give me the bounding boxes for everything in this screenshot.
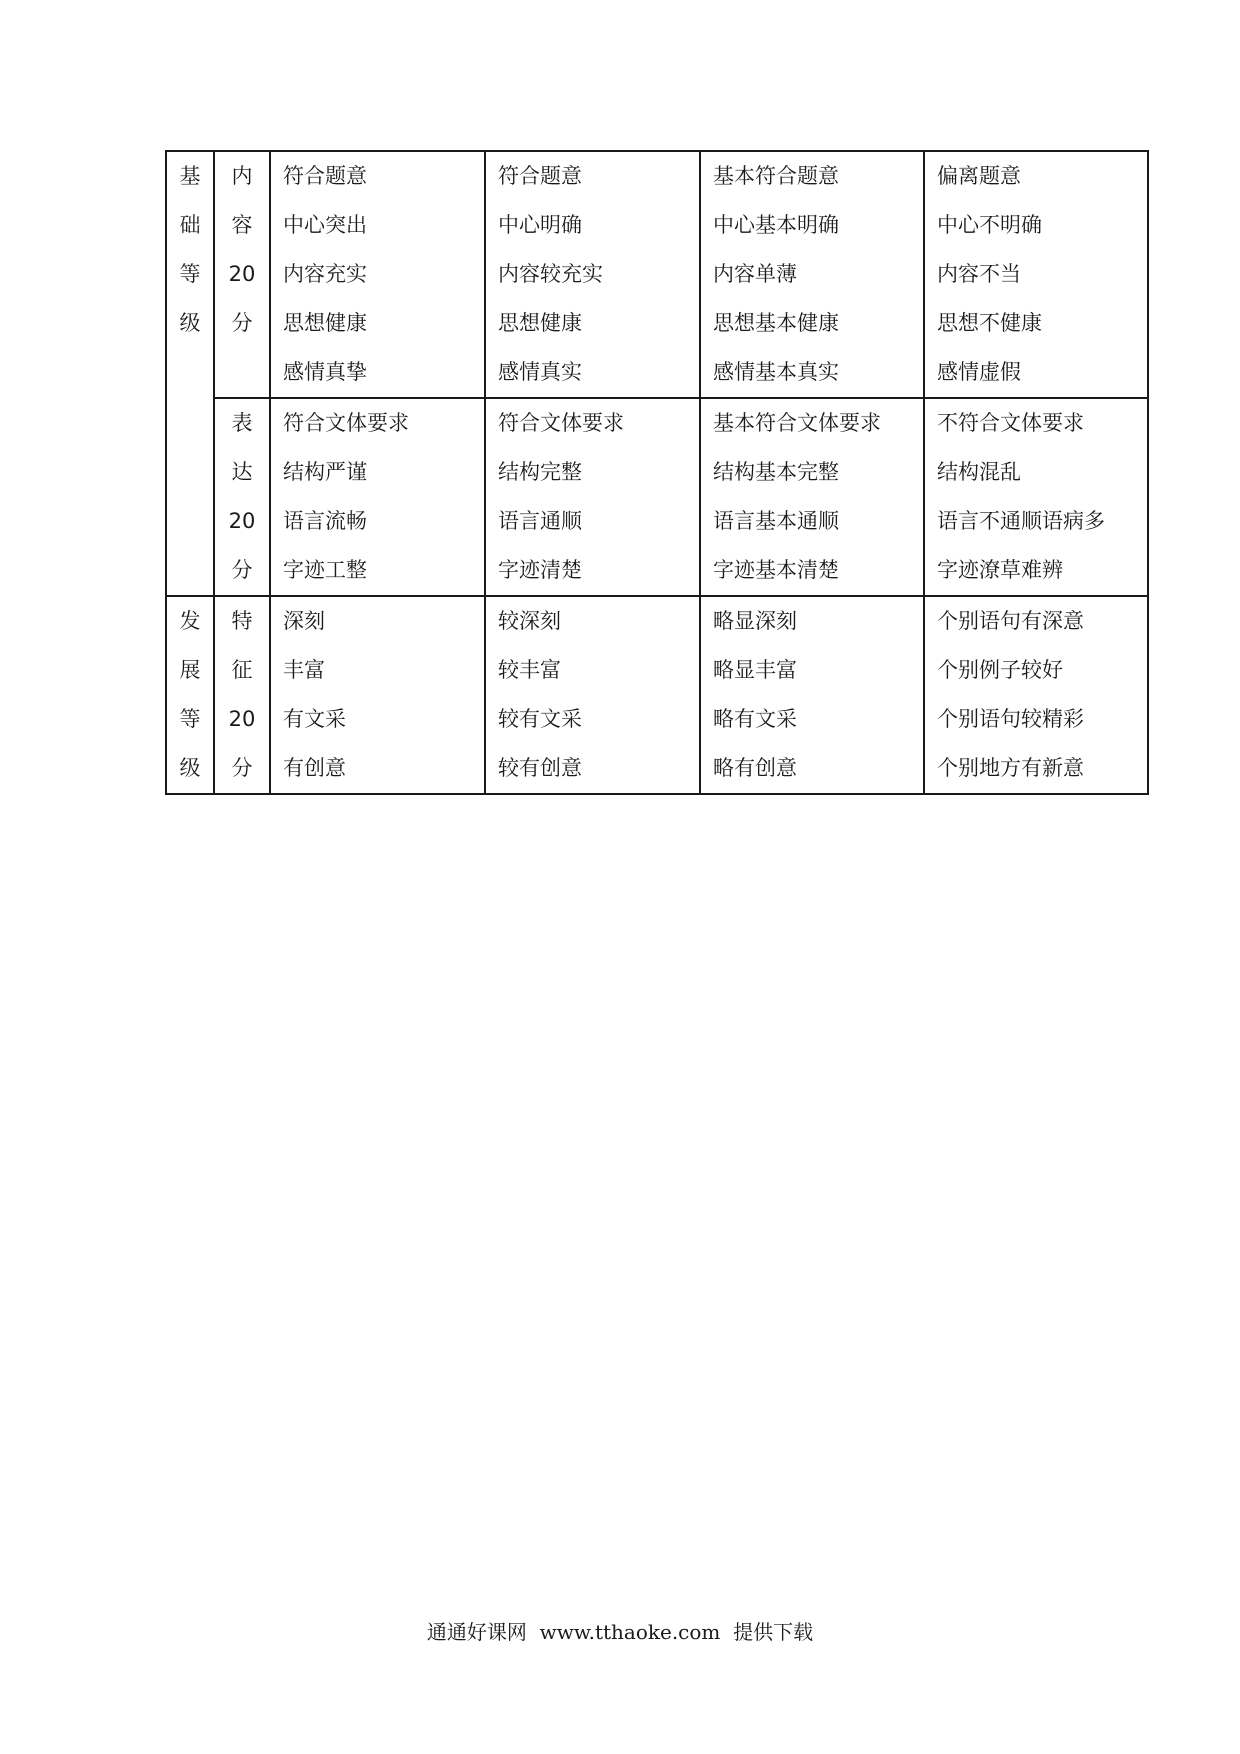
criterion-text: 中心不明确	[937, 213, 1042, 237]
sub-label-features	[214, 596, 270, 794]
sub-label-char: 20	[228, 509, 256, 533]
row-development-features	[166, 596, 1148, 794]
criterion-text: 语言通顺	[498, 509, 582, 533]
grade-cell-3	[700, 398, 924, 596]
criterion-text: 感情真挚	[283, 360, 367, 384]
section-label-char: 基	[179, 164, 201, 188]
criterion-text: 字迹潦草难辨	[937, 558, 1063, 582]
criterion-text: 语言不通顺语病多	[937, 509, 1105, 533]
sub-label-expression	[214, 398, 270, 596]
criterion-text: 有文采	[283, 707, 346, 731]
criterion-text: 符合文体要求	[283, 411, 409, 435]
criterion-text: 较有文采	[498, 707, 582, 731]
criterion-text: 感情虚假	[937, 360, 1021, 384]
criterion-text: 不符合文体要求	[937, 411, 1084, 435]
criterion-text: 略显深刻	[713, 609, 797, 633]
sub-label-char: 容	[231, 213, 253, 237]
criterion-text: 字迹清楚	[498, 558, 582, 582]
criterion-text: 结构完整	[498, 460, 582, 484]
criterion-text: 结构混乱	[937, 460, 1021, 484]
grade-cell-1	[270, 151, 485, 398]
criterion-text: 较丰富	[498, 658, 561, 682]
criterion-text: 内容充实	[283, 262, 367, 286]
sub-label-content	[214, 151, 270, 398]
sub-label-char: 20	[228, 262, 256, 286]
grade-cell-2	[485, 596, 700, 794]
criterion-text: 符合题意	[498, 164, 582, 188]
sub-label-char: 表	[231, 411, 253, 435]
criterion-text: 略显丰富	[713, 658, 797, 682]
section-label-char: 等	[179, 707, 201, 731]
grade-cell-4	[924, 398, 1148, 596]
criterion-text: 内容单薄	[713, 262, 797, 286]
section-label-char: 级	[179, 311, 201, 335]
sub-label-char: 特	[231, 609, 253, 633]
grade-cell-1	[270, 596, 485, 794]
criterion-text: 感情基本真实	[713, 360, 839, 384]
sub-label-char: 分	[231, 756, 253, 780]
criterion-text: 思想健康	[498, 311, 582, 335]
section-label-char: 发	[179, 609, 201, 633]
criterion-text: 思想不健康	[937, 311, 1042, 335]
sub-label-char: 达	[231, 460, 253, 484]
grade-cell-3	[700, 151, 924, 398]
criterion-text: 较有创意	[498, 756, 582, 780]
criterion-text: 中心基本明确	[713, 213, 839, 237]
criterion-text: 感情真实	[498, 360, 582, 384]
grade-cell-3	[700, 596, 924, 794]
criterion-text: 字迹工整	[283, 558, 367, 582]
criterion-text: 语言流畅	[283, 509, 367, 533]
criterion-text: 符合文体要求	[498, 411, 624, 435]
criterion-text: 内容较充实	[498, 262, 603, 286]
footer-credit: 通通好课网 www.tthaoke.com 提供下载	[426, 1620, 814, 1644]
criterion-text: 思想基本健康	[713, 311, 839, 335]
grade-cell-2	[485, 151, 700, 398]
criterion-text: 结构严谨	[283, 460, 367, 484]
sub-label-char: 内	[231, 164, 253, 188]
sub-label-char: 分	[231, 311, 253, 335]
grading-rubric-table	[165, 150, 1149, 795]
criterion-text: 内容不当	[937, 262, 1021, 286]
grade-cell-1	[270, 398, 485, 596]
section-label-basic	[166, 151, 214, 596]
criterion-text: 偏离题意	[937, 164, 1021, 188]
section-label-development	[166, 596, 214, 794]
grade-cell-2	[485, 398, 700, 596]
criterion-text: 个别例子较好	[937, 658, 1063, 682]
sub-label-char: 20	[228, 707, 256, 731]
criterion-text: 中心明确	[498, 213, 582, 237]
criterion-text: 个别语句较精彩	[937, 707, 1084, 731]
criterion-text: 基本符合文体要求	[713, 411, 881, 435]
criterion-text: 略有创意	[713, 756, 797, 780]
criterion-text: 字迹基本清楚	[713, 558, 839, 582]
criterion-text: 略有文采	[713, 707, 797, 731]
criterion-text: 中心突出	[283, 213, 367, 237]
criterion-text: 有创意	[283, 756, 346, 780]
grade-cell-4	[924, 151, 1148, 398]
criterion-text: 丰富	[283, 658, 325, 682]
sub-label-char: 征	[231, 658, 253, 682]
criterion-text: 较深刻	[498, 609, 561, 633]
section-label-char: 础	[179, 213, 201, 237]
criterion-text: 深刻	[283, 609, 325, 633]
section-label-char: 等	[179, 262, 201, 286]
sub-label-char: 分	[231, 558, 253, 582]
criterion-text: 基本符合题意	[713, 164, 839, 188]
row-basic-expression	[166, 398, 1148, 596]
criterion-text: 语言基本通顺	[713, 509, 839, 533]
section-label-char: 级	[179, 756, 201, 780]
section-label-char: 展	[179, 658, 201, 682]
criterion-text: 符合题意	[283, 164, 367, 188]
grade-cell-4	[924, 596, 1148, 794]
criterion-text: 个别语句有深意	[937, 609, 1084, 633]
criterion-text: 个别地方有新意	[937, 756, 1084, 780]
row-basic-content	[166, 151, 1148, 398]
criterion-text: 思想健康	[283, 311, 367, 335]
criterion-text: 结构基本完整	[713, 460, 839, 484]
